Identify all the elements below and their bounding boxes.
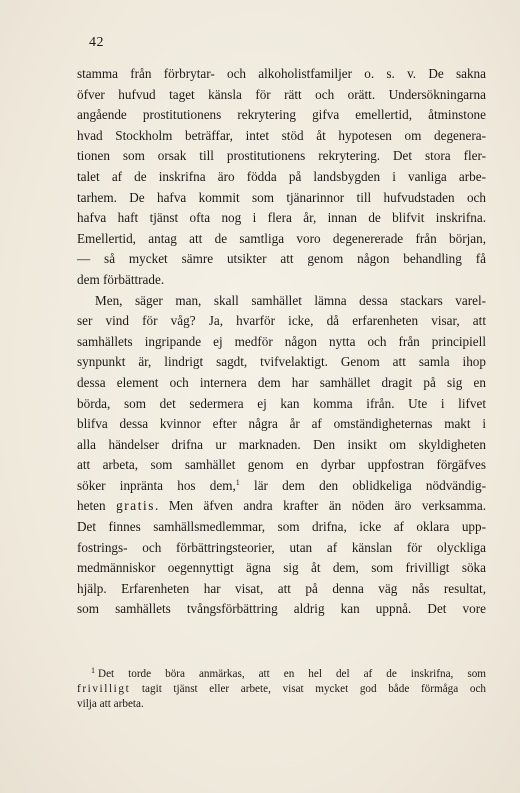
text-line: ser vind för våg? Ja, hvarför icke, då erfarenheten visar, att xyxy=(77,313,486,329)
text-fragment: . Men äfven andra krafter än nöden äro verksamma. xyxy=(155,498,486,514)
spaced-emphasis: gratis xyxy=(116,498,155,514)
text-line: talet af de inskrifna äro födda på landsbygden i vanliga arbe- xyxy=(77,168,486,184)
text-line: Men, säger man, skall samhället lämna dessa stackars varel- xyxy=(95,292,486,308)
text-line: angående prostitutionens rekrytering gifva emellertid, åtminstone xyxy=(77,107,486,123)
text-line: stamma från förbrytar- och alkoholistfamiljer o. s. v. De sakna xyxy=(77,66,486,81)
text-line: — så mycket sämre utsikter att genom någon behandling få xyxy=(77,251,486,267)
text-line: hafva haft tjänst ofta nog i flera år, innan de blifvit inskrifna. xyxy=(77,210,486,226)
footnote-line xyxy=(77,682,486,697)
footnote-line xyxy=(77,667,486,682)
body-text xyxy=(77,64,486,620)
text-line: tarhem. De hafva kommit som tjänarinnor till hufvudstaden och xyxy=(77,189,486,205)
footnote-reference: 1 xyxy=(235,477,240,487)
text-line xyxy=(77,476,486,497)
text-fragment: heten xyxy=(77,498,106,514)
text-line: Emellertid, antag att de samtliga voro degenererade från början, xyxy=(77,230,486,246)
text-line: att arbeta, som samhället genom en dyrbar uppfostran förgäfves xyxy=(77,457,486,473)
spaced-emphasis: frivilligt xyxy=(77,683,131,696)
text-line: öfver hufvud taget känsla för rätt och orätt. Undersökningarna xyxy=(77,86,486,102)
text-line: alla händelser drifna ur marknaden. Den insikt om skyldigheten xyxy=(77,436,486,452)
text-line: hvad Stockholm beträffar, intet stöd åt hypotesen om degenera- xyxy=(77,127,486,143)
text-line: samhällets ingripande ej medför någon nytta och från principiell xyxy=(77,333,486,349)
footnote-text: tagit tjänst eller arbete, visat mycket god både förmåga och xyxy=(130,683,486,696)
text-line: dessa element och internera dem har samhället dragit på sig en xyxy=(77,374,486,390)
text-line: blifva dessa kvinnor efter några år af omständigheternas makt i xyxy=(77,416,486,432)
text-line: dem förbättrade. xyxy=(77,271,165,287)
text-line: medmänniskor oegennyttigt ägna sig åt dem, som frivilligt söka xyxy=(77,560,486,576)
footnote-mark: 1 xyxy=(91,666,95,675)
text-line xyxy=(77,496,486,517)
text-line: som samhällets tvångsförbättring aldrig kan uppnå. Det vore xyxy=(77,601,486,617)
text-line: hjälp. Erfarenheten har visat, att på denna väg nås resultat, xyxy=(77,580,486,596)
text-line: Det finnes samhällsmedlemmar, som drifna, icke af oklara upp- xyxy=(77,519,486,535)
footnote-text: Det torde böra anmärkas, att en hel del af de inskrifna, som xyxy=(98,668,486,680)
text-line: fostrings- och förbättringsteorier, utan af känslan för olyckliga xyxy=(77,539,486,555)
text-fragment: lär dem den oblidkeliga nödvändig- xyxy=(239,477,486,493)
page-number: 42 xyxy=(89,35,104,50)
text-line: tionen som orsak till prostitutionens rekrytering. Det stora fler- xyxy=(77,148,486,164)
footnote xyxy=(77,667,486,713)
text-fragment: söker inpränta hos dem, xyxy=(77,477,236,493)
text-line: synpunkt är, lindrigt sagdt, tvifvelaktigt. Genom att samla ihop xyxy=(77,354,486,370)
footnote-line: vilja att arbeta. xyxy=(77,698,144,711)
text-line: börda, som det sedermera ej kan komma ifrån. Ute i lifvet xyxy=(77,395,486,411)
